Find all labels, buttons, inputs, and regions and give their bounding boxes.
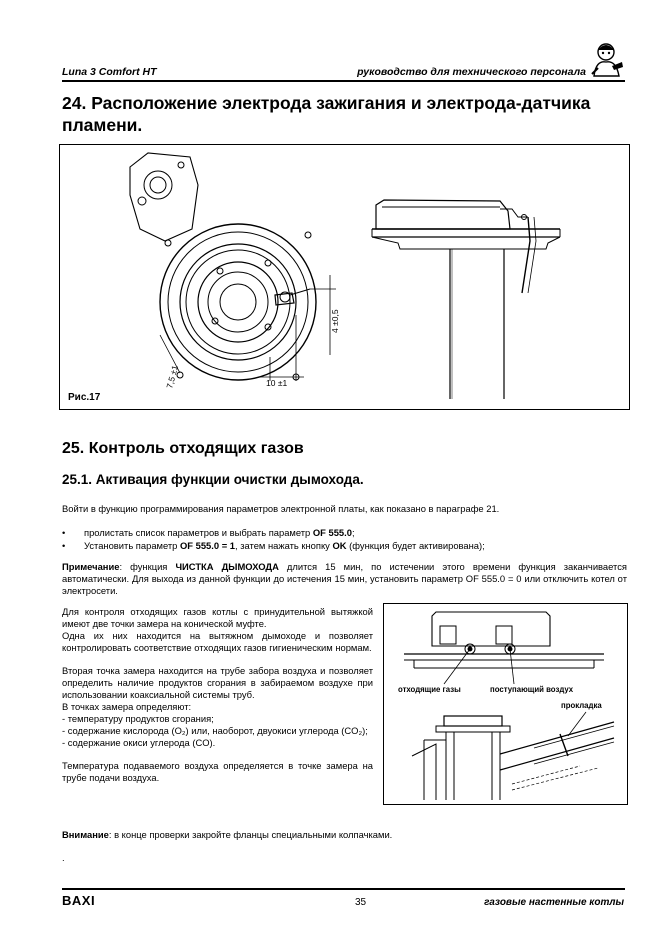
figure-caption: Рис.17 xyxy=(68,392,101,403)
bullet-item: • Установить параметр OF 555.0 = 1, затем нажать кнопку OK (функция будет активирована); xyxy=(62,539,485,551)
bullet-list xyxy=(62,527,627,552)
flue-drawing xyxy=(384,604,627,804)
dimension-electrode-gap: 4 ±0,5 xyxy=(330,309,340,333)
footer-rule xyxy=(62,888,625,890)
para-flue-point: Одна их них находится на вытяжном дымоходе и позволяет контролировать соответствие отходящих газов гигиеническим нормам. xyxy=(62,630,373,653)
dimension-electrode-offset: 7,5 ±1 xyxy=(164,364,181,390)
section-25-1-title: 25.1. Активация функции очистки дымохода. xyxy=(62,472,364,487)
measure-item: - содержание окиси углерода (CO). xyxy=(62,737,216,748)
flue-measurement-figure xyxy=(383,603,628,805)
mascot-icon xyxy=(586,40,626,80)
para-air-temp: Температура подаваемого воздуха определяется в точке замера на трубе подачи воздуха. xyxy=(62,760,373,783)
para-points: Для контроля отходящих газов котлы с принудительной вытяжкой имеют две точки замера на конической муфте. xyxy=(62,606,373,629)
section-25-title: 25. Контроль отходящих газов xyxy=(62,440,304,457)
note-paragraph: Примечание: функция ЧИСТКА ДЫМОХОДА длится 15 мин, по истечении этого времени функция заканчивается автоматически. Для выхода из данной функции до истечения 15 мин, установить параметр OF 555.0 = 0 или отключить котел от электросети. xyxy=(62,561,627,596)
para-air-point: Вторая точка замера находится на трубе забора воздуха и позволяет определить наличие продуктов сгорания в забираемом воздухе при использовании коаксиальной системы труб. xyxy=(62,665,373,700)
footer-category: газовые настенные котлы xyxy=(484,897,624,908)
figure-17 xyxy=(59,144,630,410)
measure-item: - содержание кислорода (O₂) или, наоборот, двуокиси углерода (CO₂); xyxy=(62,725,368,736)
manual-title: руководство для технического персонала xyxy=(357,66,586,78)
label-intake-air: поступающий воздух xyxy=(490,685,574,694)
brand-logo: BAXI xyxy=(62,893,96,908)
measurement-text xyxy=(62,606,373,784)
model-name: Luna 3 Comfort HT xyxy=(62,66,157,78)
dimension-electrode-height: 10 ±1 xyxy=(266,378,288,388)
electrode-drawing xyxy=(60,145,629,409)
label-flue-gases: отходящие газы xyxy=(398,685,461,694)
section-24-title: 24. Расположение электрода зажигания и электрода-датчика пламени. xyxy=(62,93,591,135)
measure-item: - температуру продуктов сгорания; xyxy=(62,713,214,724)
stray-dot: . xyxy=(62,852,65,863)
intro-paragraph: Войти в функцию программирования параметров электронной платы, как показано в параграфе 21. xyxy=(62,503,500,514)
para-measure-intro: В точках замера определяют: xyxy=(62,701,192,712)
header-rule xyxy=(62,80,625,82)
page-number: 35 xyxy=(355,897,367,908)
label-gasket: прокладка xyxy=(561,701,602,710)
warning-paragraph: Внимание: в конце проверки закройте фланцы специальными колпачками. xyxy=(62,829,393,840)
bullet-item: • пролистать список параметров и выбрать параметр OF 555.0; xyxy=(62,527,355,538)
